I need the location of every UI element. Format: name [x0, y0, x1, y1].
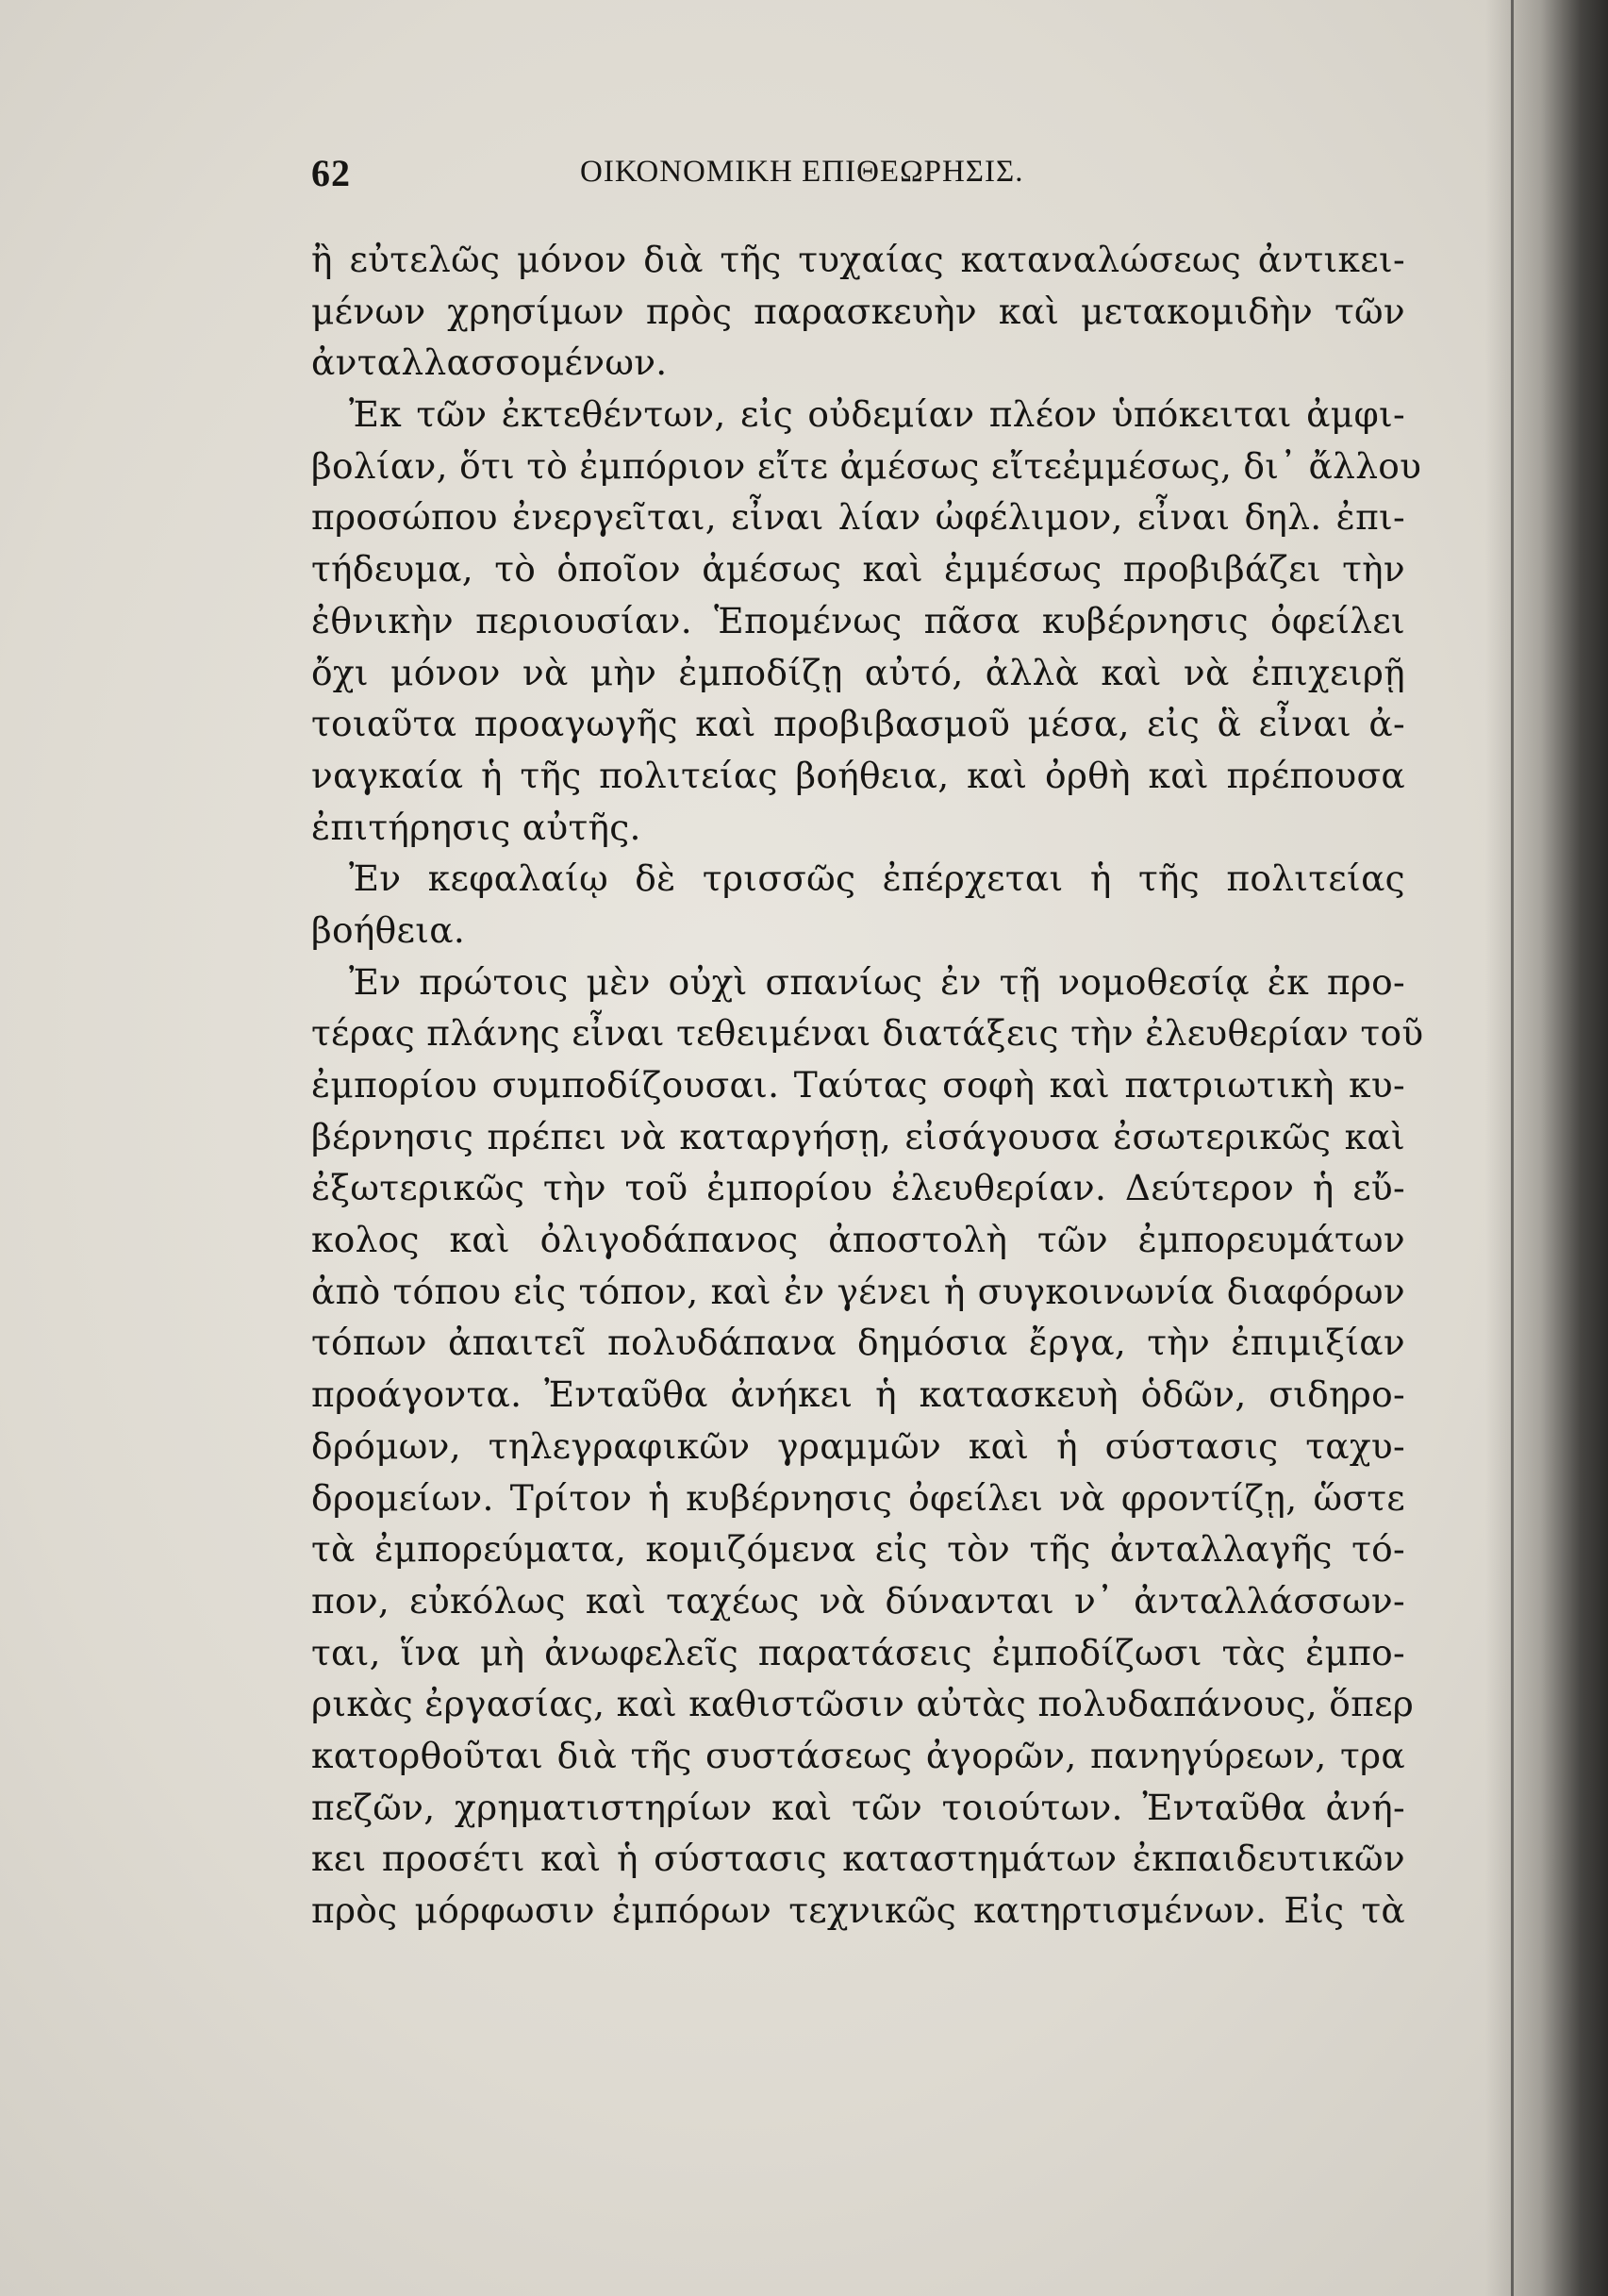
book-page [311, 151, 1424, 1937]
text-line: τὰ ἐμπορεύματα, κομιζόμενα εἰς τὸν τῆς ἀνταλλαγῆς τό- [311, 1528, 1405, 1571]
page-number: 62 [311, 152, 351, 194]
text-line: δρόμων, τηλεγραφικῶν γραμμῶν καὶ ἡ σύστασις ταχυ- [311, 1424, 1405, 1467]
book-gutter-shadow [1485, 0, 1608, 2296]
text-line: ἐθνικὴν περιουσίαν. Ἑπομένως πᾶσα κυβέρνησις ὀφείλει [311, 599, 1405, 641]
text-line: πρὸς μόρφωσιν ἐμπόρων τεχνικῶς κατηρτισμένων. Εἰς τὰ [311, 1889, 1405, 1931]
text-line: κει προσέτι καὶ ἡ σύστασις καταστημάτων ἐκπαιδευτικῶν [311, 1838, 1405, 1880]
text-line: ἀπὸ τόπου εἰς τόπον, καὶ ἐν γένει ἡ συγκοινωνία διαφόρων [311, 1270, 1405, 1312]
text-line: πον, εὐκόλως καὶ ταχέως νὰ δύνανται ν᾽ ἀνταλλάσσων- [311, 1579, 1405, 1622]
text-line: Ἐν κεφαλαίῳ δὲ τρισσῶς ἐπέρχεται ἡ τῆς πολιτείας [349, 857, 1405, 900]
text-line: τήδευμα, τὸ ὁποῖον ἀμέσως καὶ ἐμμέσως προβιβάζει τὴν [311, 548, 1405, 591]
text-line: ἐμπορίου συμποδίζουσαι. Ταύτας σοφὴ καὶ πατριωτικὴ κυ- [311, 1064, 1405, 1106]
text-line: ται, ἵνα μὴ ἀνωφελεῖς παρατάσεις ἐμποδίζωσι τὰς ἐμπο- [311, 1631, 1405, 1673]
text-line: μένων χρησίμων πρὸς παρασκευὴν καὶ μετακομιδὴν τῶν [311, 290, 1405, 332]
running-head [311, 151, 1405, 208]
text-line: βέρνησις πρέπει νὰ καταργήσῃ, εἰσάγουσα ἐσωτερικῶς καὶ [311, 1115, 1405, 1157]
text-line: Ἐν πρώτοις μὲν οὐχὶ σπανίως ἐν τῇ νομοθεσίᾳ ἐκ προ- [349, 960, 1405, 1003]
page-edge [1511, 0, 1514, 2296]
text-line: ἀνταλλασσομένων. [311, 341, 668, 384]
body-text [311, 234, 1424, 1937]
running-title: ΟΙΚΟΝΟΜΙΚΗ ΕΠΙΘΕΩΡΗΣΙΣ. [580, 155, 1024, 189]
text-line: βοήθεια. [311, 908, 466, 951]
text-line: κολος καὶ ὀλιγοδάπανος ἀποστολὴ τῶν ἐμπορευμάτων [311, 1219, 1405, 1261]
text-line: κατορθοῦται διὰ τῆς συστάσεως ἀγορῶν, πανηγύρεων, τρα [311, 1734, 1405, 1776]
text-line: τοιαῦτα προαγωγῆς καὶ προβιβασμοῦ μέσα, εἰς ἃ εἶναι ἀ- [311, 703, 1405, 745]
text-line: ὄχι μόνον νὰ μὴν ἐμποδίζῃ αὐτό, ἀλλὰ καὶ νὰ ἐπιχειρῇ [311, 651, 1405, 693]
text-line: Ἐκ τῶν ἐκτεθέντων, εἰς οὐδεμίαν πλέον ὑπόκειται ἀμφι- [349, 393, 1405, 436]
text-line: δρομείων. Τρίτον ἡ κυβέρνησις ὀφείλει νὰ φροντίζῃ, ὥστε [311, 1476, 1405, 1519]
text-line: τόπων ἀπαιτεῖ πολυδάπανα δημόσια ἔργα, τὴν ἐπιμιξίαν [311, 1322, 1405, 1364]
text-line: ἐπιτήρησις αὐτῆς. [311, 806, 641, 848]
text-line: ρικὰς ἐργασίας, καὶ καθιστῶσιν αὐτὰς πολυδαπάνους, ὅπερ [311, 1683, 1415, 1725]
text-line: ναγκαία ἡ τῆς πολιτείας βοήθεια, καὶ ὀρθὴ καὶ πρέπουσα [311, 754, 1405, 796]
text-line: βολίαν, ὅτι τὸ ἐμπόριον εἴτε ἀμέσως εἴτεἐμμέσως, δι᾽ ἄλλου [311, 444, 1422, 487]
text-line: πεζῶν, χρηματιστηρίων καὶ τῶν τοιούτων. Ἐνταῦθα ἀνή- [311, 1786, 1405, 1828]
text-line: ἐξωτερικῶς τὴν τοῦ ἐμπορίου ἐλευθερίαν. Δεύτερον ἡ εὔ- [311, 1167, 1405, 1209]
text-line: ἢ εὐτελῶς μόνον διὰ τῆς τυχαίας καταναλώσεως ἀντικει- [311, 239, 1405, 280]
text-line: τέρας πλάνης εἶναι τεθειμέναι διατάξεις τὴν ἐλευθερίαν τοῦ [311, 1012, 1424, 1055]
text-line: προσώπου ἐνεργεῖται, εἶναι λίαν ὠφέλιμον, εἶναι δηλ. ἐπι- [311, 496, 1405, 539]
text-line: προάγοντα. Ἐνταῦθα ἀνήκει ἡ κατασκευὴ ὁδῶν, σιδηρο- [311, 1373, 1405, 1416]
